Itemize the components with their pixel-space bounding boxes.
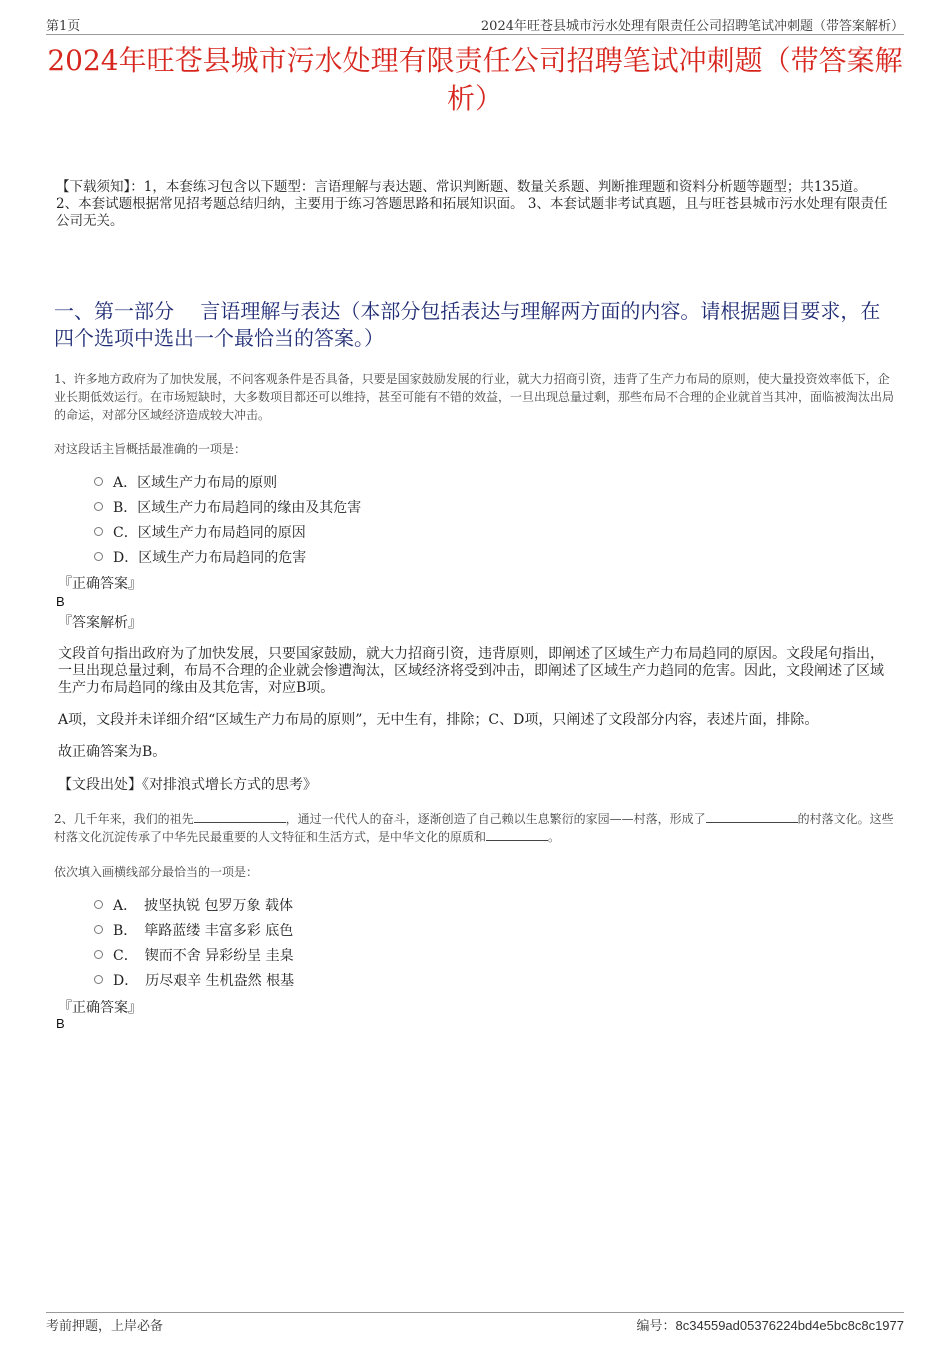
radio-icon[interactable] (94, 552, 103, 561)
fill-blank-2 (706, 812, 798, 823)
option-a[interactable]: A． 披坚执锐 包罗万象 载体 (94, 892, 294, 917)
radio-icon[interactable] (94, 975, 103, 984)
footer-slogan: 考前押题，上岸必备 (46, 1319, 164, 1334)
header-doc-title: 2024年旺苍县城市污水处理有限责任公司招聘笔试冲刺题（带答案解析） (480, 19, 904, 34)
fill-blank-1 (194, 812, 286, 823)
option-c[interactable]: C． 锲而不舍 异彩纷呈 圭臬 (94, 942, 294, 967)
section-heading: 一、第一部分 言语理解与表达（本部分包括表达与理解两方面的内容。请根据题目要求，在四个选项中选出一个最恰当的答案。） (54, 299, 881, 350)
download-notice: 【下载须知】：1，本套练习包含以下题型：言语理解与表达题、常识判断题、数量关系题、判断推理题和资料分析题等题型；共135道。 2、本套试题根据常见招考题总结归纳，主要用于练习答题思路和拓展知识面。 3、本套试题非考试真题，且与旺苍县城市污水处理有限责任公司无关。 (56, 179, 888, 229)
option-c[interactable]: C．区域生产力布局趋同的原因 (94, 519, 361, 544)
passage-source: 【文段出处】《对排浪式增长方式的思考》 (58, 777, 317, 793)
answer-value: B (56, 1016, 65, 1031)
answer-value: B (56, 594, 65, 609)
question-2-ask: 依次填入画横线部分最恰当的一项是： (54, 865, 259, 879)
radio-icon[interactable] (94, 900, 103, 909)
page-number: 第1页 (46, 19, 81, 34)
fill-blank-3 (486, 830, 548, 841)
document-code: 编号：8c34559ad05376224bd4e5bc8c8c1977 (636, 1318, 904, 1334)
document-title: 2024年旺苍县城市污水处理有限责任公司招聘笔试冲刺题（带答案解析） (47, 44, 903, 115)
option-b[interactable]: B． 筚路蓝缕 丰富多彩 底色 (94, 917, 294, 942)
question-2-text: 2、几千年来，我们的祖先 ，通过一代代人的奋斗，逐渐创造了自己赖以生息繁衍的家园——村落，形成了 的村落文化。这些村落文化沉淀传承了中华先民最重要的人文特征和生活方式，是中华文化的原质和 。 (54, 812, 894, 844)
option-d[interactable]: D．区域生产力布局趋同的危害 (94, 544, 361, 569)
answer-label: 『正确答案』 (58, 1000, 142, 1016)
radio-icon[interactable] (94, 950, 103, 959)
page-footer (46, 1312, 904, 1334)
analysis-paragraph-2: A项，文段并未详细介绍“区域生产力布局的原则”，无中生有，排除；C、D项，只阐述了文段部分内容，表述片面，排除。 (58, 712, 819, 728)
option-a[interactable]: A．区域生产力布局的原则 (94, 469, 361, 494)
question-1-text: 1、许多地方政府为了加快发展，不问客观条件是否具备，只要是国家鼓励发展的行业，就大力招商引资，违背了生产力布局的原则，使大量投资效率低下，企业长期低效运行。在市场短缺时，大多数项目都还可以维持，甚至可能有不错的效益，一旦出现总量过剩，那些布局不合理的企业就首当其冲，面临被淘汰出局的命运，对部分区域经济造成较大冲击。 (54, 372, 895, 422)
analysis-paragraph-3: 故正确答案为B。 (58, 744, 167, 760)
analysis-label: 『答案解析』 (58, 615, 142, 631)
radio-icon[interactable] (94, 925, 103, 934)
analysis-paragraph-1: 文段首句指出政府为了加快发展，只要国家鼓励，就大力招商引资，违背原则，即阐述了区域生产力布局趋同的原因。文段尾句指出，一旦出现总量过剩，布局不合理的企业就会惨遭淘汰，区域经济将受到冲击，即阐述了区域生产力趋同的危害。因此，文段阐述了区域生产力布局趋同的缘由及其危害，对应B项。 (58, 646, 884, 696)
option-b[interactable]: B．区域生产力布局趋同的缘由及其危害 (94, 494, 361, 519)
radio-icon[interactable] (94, 502, 103, 511)
answer-label: 『正确答案』 (58, 576, 142, 592)
radio-icon[interactable] (94, 477, 103, 486)
question-1-options (94, 469, 361, 569)
question-1-ask: 对这段话主旨概括最准确的一项是： (54, 442, 247, 456)
radio-icon[interactable] (94, 527, 103, 536)
page-header (46, 14, 904, 35)
option-d[interactable]: D． 历尽艰辛 生机盎然 根基 (94, 967, 294, 992)
question-2-options (94, 892, 294, 992)
